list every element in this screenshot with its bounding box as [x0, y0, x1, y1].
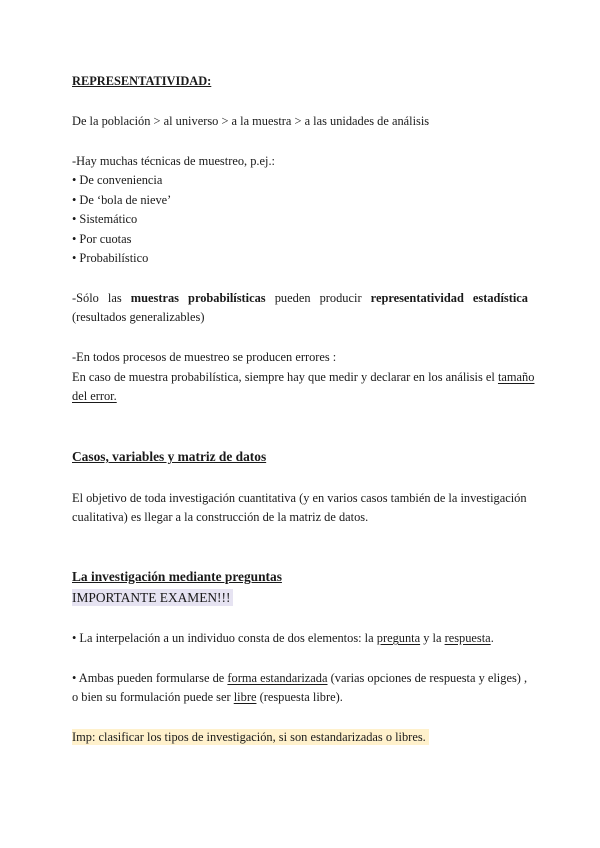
section-title-preguntas: La investigación mediante preguntas [72, 569, 282, 584]
error-size-underlined: tamaño [497, 370, 535, 384]
bullet-formulacion-line-2 [72, 689, 343, 705]
errors-line-3 [72, 388, 117, 404]
technique-item: • Sistemático [72, 212, 138, 226]
probabilistic-sentence [72, 290, 528, 306]
techniques-intro: -Hay muchas técnicas de muestreo, p.ej.: [72, 154, 275, 168]
section-title-representatividad: REPRESENTATIVIDAD: [72, 74, 212, 88]
section-title-casos: Casos, variables y matriz de datos [72, 449, 267, 464]
bullet-2-text-b: (varias opciones de respuesta y eliges) , [330, 671, 528, 685]
bullet-2-text-a: • Ambas pueden formularse de [72, 671, 225, 685]
probabilistic-samples-bold: muestras probabilísticas [130, 291, 266, 305]
errors-line-2-text: En caso de muestra probabilística, siempre hay que medir y declarar en los análisis el [72, 370, 495, 384]
bullet-interpelacion [72, 630, 494, 646]
generalizable-results: (resultados generalizables) [72, 310, 205, 324]
pregunta-underlined: pregunta [376, 631, 421, 645]
respuesta-underlined: respuesta [444, 631, 491, 645]
technique-item: • Por cuotas [72, 232, 132, 246]
errors-line-2 [72, 369, 534, 385]
important-exam-note [72, 590, 233, 606]
libre-underlined: libre [233, 690, 257, 704]
bullet-2-line-2-text-a: o bien su formulación puede ser [72, 690, 231, 704]
bullet-formulacion-line-1 [72, 670, 527, 686]
classification-note [72, 729, 429, 745]
errors-line-1: -En todos procesos de muestreo se producen errores : [72, 350, 337, 364]
technique-item: • Probabilístico [72, 251, 149, 265]
statistical-representativity-bold: representatividad estadística [370, 291, 528, 305]
bullet-1-end: . [490, 631, 494, 645]
data-matrix-line-1: El objetivo de toda investigación cuantitativa (y en varios casos también de la investigación [72, 491, 527, 505]
error-size-underlined-cont: del error. [72, 389, 117, 403]
bullet-1-text-b: y la [423, 631, 442, 645]
bullet-2-line-2-text-b: (respuesta libre). [259, 690, 343, 704]
technique-item: • De ‘bola de nieve’ [72, 193, 172, 207]
bullet-1-text-a: • La interpelación a un individuo consta de dos elementos: la [72, 631, 374, 645]
technique-item: • De conveniencia [72, 173, 163, 187]
probabilistic-mid: pueden producir [274, 291, 362, 305]
probabilistic-prefix: -Sólo las [72, 291, 122, 305]
data-matrix-line-2: cualitativa) es llegar a la construcción de la matriz de datos. [72, 510, 369, 524]
classification-note-highlight: Imp: clasificar los tipos de investigación, si son estandarizadas o libres. [72, 729, 429, 745]
forma-estandarizada-underlined: forma estandarizada [227, 671, 328, 685]
population-flow-text: De la población > al universo > a la muestra > a las unidades de análisis [72, 114, 430, 128]
important-exam-highlight: IMPORTANTE EXAMEN!!! [72, 589, 233, 606]
